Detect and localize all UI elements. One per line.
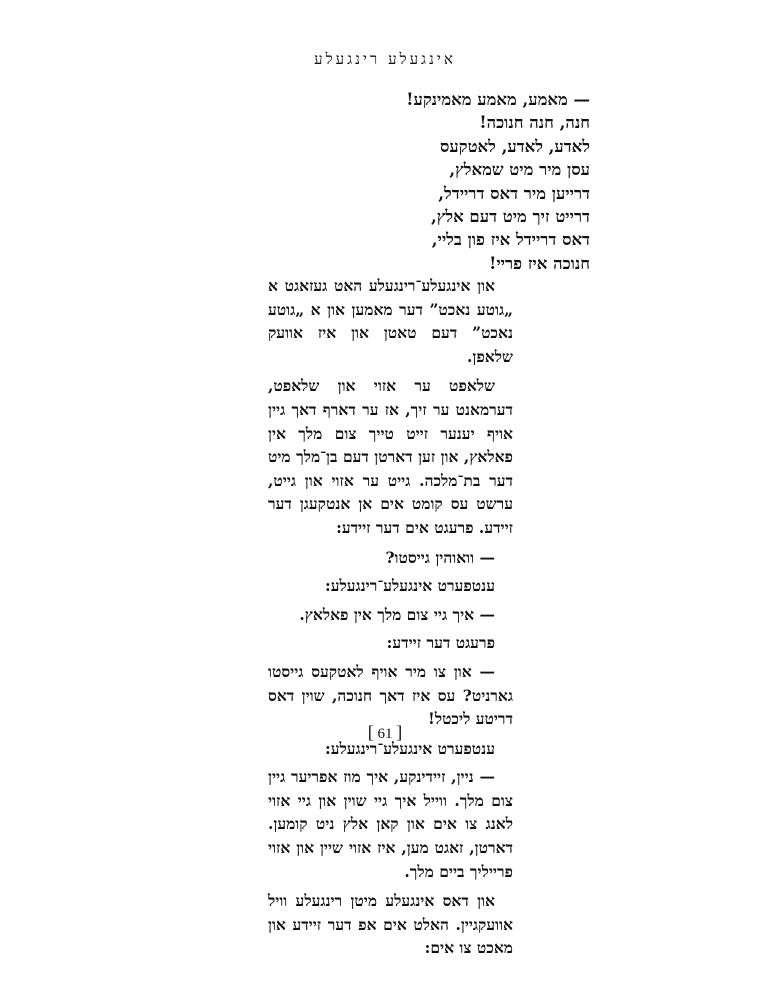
paragraph-goodnight: און אינגעלע־רינגעלע האט געזאגט א „גוטע נאכט” דער מאמען און א „גוטע נאכט” דעם טאטן און איז אוועק שלאפן.: [268, 276, 513, 366]
page-number: [0, 722, 770, 743]
dialogue-line: — איך גיי צום מלך אין פאלאץ.: [299, 604, 495, 624]
paragraph-ending: און דאס אינגעלע מיטן רינגעלע וויל אוועקגיין. האלט אים אפ דער זיידע און מאכט צו אים:: [268, 891, 513, 958]
poem-line-6: דרייט זיך מיט דעם אלץ,: [431, 207, 590, 227]
poem-line-7: דאס דריידל איז פון בליי,: [431, 230, 590, 250]
page-number-value: 61: [377, 726, 393, 742]
dialogue-line: — וואוהין גייסטו?: [385, 547, 495, 567]
poem-line-4: עסן מיר מיט שמאלץ,: [449, 160, 590, 180]
dialogue-line: ענטפערט אינגעלע־רינגעלע:: [324, 738, 495, 758]
poem-line-1: — מאמע, מאמע מאמינקע!: [406, 90, 590, 109]
page-number-close-bracket: ]: [396, 722, 403, 742]
dialogue-line: פרעגט דער זיידע:: [386, 633, 495, 653]
poem-line-5: דרייען מיר דאס דריידל,: [438, 183, 590, 203]
paragraph-reply: — ניין, זיידינקע, איך מוז אפריער גיין צום מלך. ווייל איך גיי שוין און גיי אזוי לאנג צו אים און קאן אלץ ניט קומען. דארטן, זאגט מען, איז אזוי שיין און אזוי פרייליך ביים מלך.: [268, 767, 513, 881]
paragraph-journey: שלאפט ער אזוי און שלאפט, דערמאנט ער זיך, אז ער דארף דאך גיין אויף יענער זייט טייך צום מלך אין פאלאץ, און זען דארטן דעם בן־מלך מיט דער בת־מלכה. גייט ער אזוי און גייט, ערשט עס קומט אים אן אנטקעגן דער זיידע. פרעגט אים דער זיידע:: [268, 376, 513, 537]
dialogue-line: ענטפערט אינגעלע־רינגעלע:: [324, 576, 495, 596]
running-header: אינגעלע רינגעלע: [314, 50, 456, 68]
poem-line-3: לאדע, לאדע, לאטקעס: [440, 136, 590, 156]
prose-body: [268, 274, 513, 966]
poem-line-8: חנוכה איז פריי!: [489, 253, 590, 273]
page-number-open-bracket: [: [367, 722, 374, 742]
poem-stanza: [310, 88, 590, 275]
paragraph-latkes: — און צו מיר אויף לאטקעס גייסטו גארניט? עס איז דאך חנוכה, שוין דאס דריטע ליכטל!: [268, 661, 513, 729]
poem-line-2: חנה, חנה חנוכה!: [479, 113, 590, 133]
